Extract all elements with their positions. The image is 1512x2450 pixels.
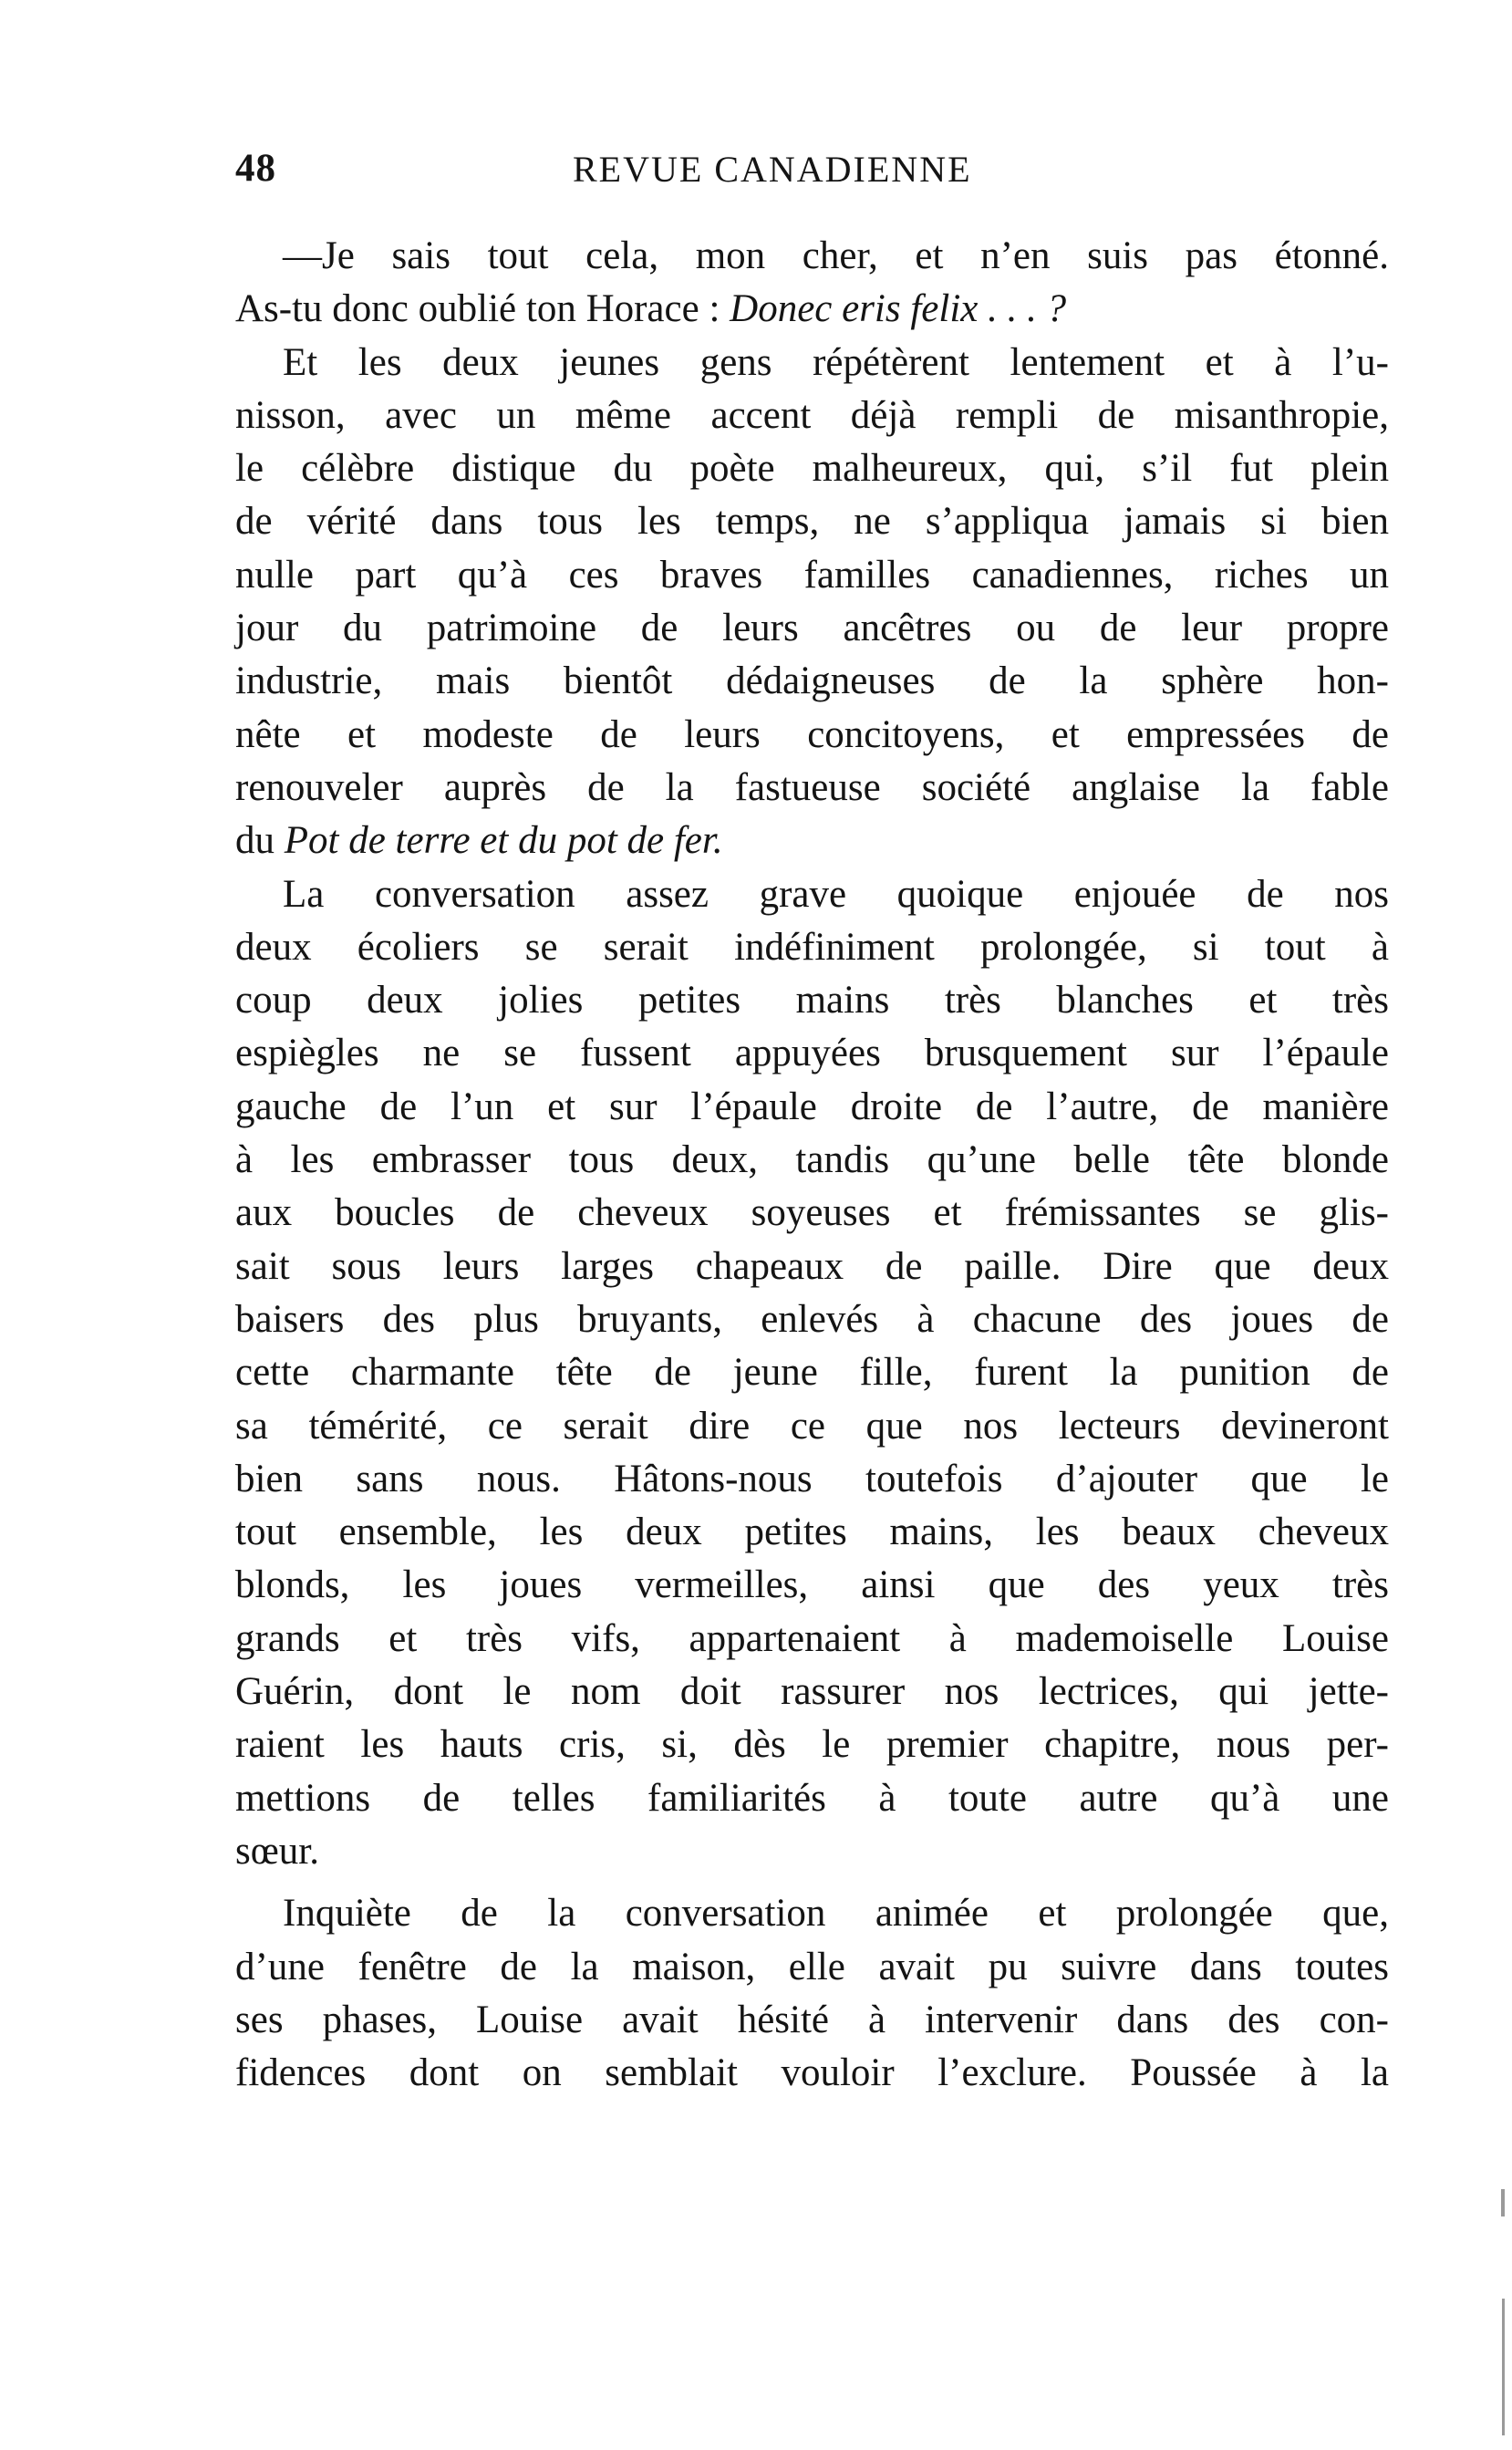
text-line: deux écoliers se serait indéfiniment prolongée, si tout à [235,925,1389,969]
text-line: baisers des plus bruyants, enlevés à chacune des joues de [235,1297,1389,1341]
text-line: gauche de l’un et sur l’épaule droite de l’autre, de manière [235,1085,1389,1128]
text-line: aux boucles de cheveux soyeuses et frémissantes se glis- [235,1191,1389,1235]
body-text [235,230,1389,2100]
text-line: sait sous leurs larges chapeaux de paille. Dire que deux [235,1244,1389,1288]
text-line: nête et modeste de leurs concitoyens, et empressées de [235,712,1389,756]
text-line: le célèbre distique du poète malheureux, qui, s’il fut plein [235,447,1389,491]
text-line: industrie, mais bientôt dédaigneuses de la sphère hon- [235,659,1389,703]
text-line: grands et très vifs, appartenaient à mademoiselle Louise [235,1616,1389,1660]
text-line: renouveler auprès de la fastueuse société anglaise la fable [235,765,1389,809]
text-line: nulle part qu’à ces braves familles canadiennes, riches un [235,553,1389,597]
paragraph-gap [235,1878,1389,1887]
text-line: d’une fenêtre de la maison, elle avait pu suivre dans toutes [235,1945,1389,1988]
running-head: REVUE CANADIENNE [573,149,972,190]
text-line: mettions de telles familiarités à toute autre qu’à une [235,1776,1389,1820]
text-line: tout ensemble, les deux petites mains, les beaux cheveux [235,1510,1389,1554]
scan-edge-mark [1501,2189,1505,2216]
text-line: bien sans nous. Hâtons-nous toutefois d’ajouter que le [235,1457,1389,1500]
text-line: La conversation assez grave quoique enjouée de nos [283,872,1389,916]
text-line: cette charmante tête de jeune fille, furent la punition de [235,1351,1389,1395]
page-header [235,146,1389,201]
text-line: coup deux jolies petites mains très blanches et très [235,979,1389,1023]
text-line: Guérin, dont le nom doit rassurer nos lectrices, qui jette- [235,1670,1389,1714]
text-line: à les embrasser tous deux, tandis qu’une belle tête blonde [235,1138,1389,1182]
text-line: sa témérité, ce serait dire ce que nos lecteurs devineront [235,1404,1389,1448]
scan-edge-mark [1502,2299,1505,2435]
text-line: —Je sais tout cela, mon cher, et n’en suis pas étonné. [283,234,1389,277]
text-line: Et les deux jeunes gens répétèrent lentement et à l’u- [283,340,1389,384]
text-line: jour du patrimoine de leurs ancêtres ou de leur propre [235,607,1389,650]
text-line: fidences dont on semblait vouloir l’exclure. Poussée à la [235,2051,1389,2095]
text-line: blonds, les joues vermeilles, ainsi que des yeux très [235,1563,1389,1607]
page-number: 48 [235,147,276,190]
text-line: Inquiète de la conversation animée et prolongée que, [283,1892,1389,1936]
text-line: sœur. [235,1829,319,1873]
text-line: de vérité dans tous les temps, ne s’appliqua jamais si bien [235,500,1389,544]
text-line: raient les hauts cris, si, dès le premier chapitre, nous per- [235,1723,1389,1767]
text-line: As-tu donc oublié ton Horace : Donec eris felix . . . ? [235,287,1067,331]
text-line: espiègles ne se fussent appuyées brusquement sur l’épaule [235,1032,1389,1075]
text-line: ses phases, Louise avait hésité à intervenir dans des con- [235,1998,1389,2041]
text-line: nisson, avec un même accent déjà rempli de misanthropie, [235,393,1389,437]
text-line: du Pot de terre et du pot de fer. [235,819,723,863]
